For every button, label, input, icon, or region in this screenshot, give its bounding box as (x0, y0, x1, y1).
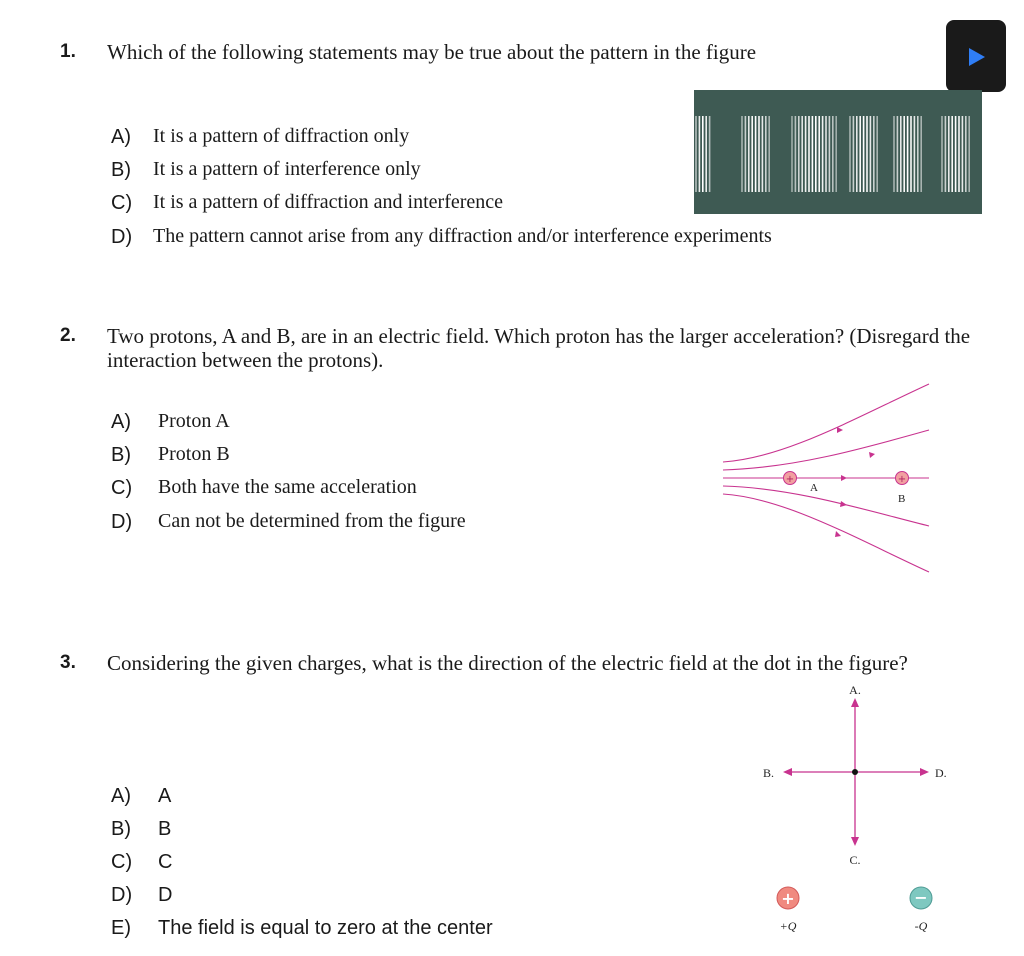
field-line (723, 486, 929, 526)
option-text: B (158, 818, 172, 840)
arrow-down (851, 837, 859, 846)
option-letter: C) (111, 477, 133, 499)
svg-text:+: + (781, 889, 795, 908)
option-text: A (158, 785, 172, 807)
option-text: It is a pattern of diffraction only (153, 125, 410, 147)
direction-label-b: B. (763, 766, 775, 780)
arrow-left (783, 768, 792, 776)
question-number: 3. (60, 652, 76, 673)
option-text: D (158, 884, 173, 906)
field-line (723, 430, 929, 470)
svg-text:B: B (898, 493, 906, 505)
option-letter: D) (111, 226, 133, 248)
option-text: The field is equal to zero at the center (158, 917, 493, 939)
svg-text:+Q: +Q (779, 919, 797, 933)
svg-text:+: + (785, 474, 795, 485)
svg-text:-Q: -Q (914, 919, 928, 933)
option-text: It is a pattern of diffraction and interference (153, 191, 504, 213)
option-letter: B) (111, 818, 131, 840)
svg-text:−: − (914, 888, 928, 907)
field-arrow (837, 427, 843, 433)
option-letter: A) (111, 126, 131, 148)
option-text: Proton A (158, 410, 230, 432)
positive-charge (777, 887, 799, 933)
option-letter: C) (111, 851, 133, 873)
direction-label-a: A. (849, 683, 861, 697)
option-letter: B) (111, 159, 131, 181)
option-letter: D) (111, 884, 133, 906)
field-lines-figure (715, 378, 940, 578)
field-line (723, 384, 929, 462)
field-arrow (840, 501, 847, 507)
direction-label-c: C. (849, 853, 861, 867)
field-line (723, 494, 929, 572)
option-letter: E) (111, 917, 131, 939)
option-text: Proton B (158, 443, 230, 465)
question-number: 1. (60, 41, 76, 62)
option-text: Both have the same acceleration (158, 476, 417, 498)
proton-a (784, 472, 819, 495)
direction-label-d: D. (935, 766, 947, 780)
option-letter: A) (111, 785, 131, 807)
svg-text:A: A (810, 482, 818, 494)
option-text: The pattern cannot arise from any diffraction and/or interference experiments (153, 225, 772, 247)
question-text-line-2: interaction between the protons). (107, 348, 384, 372)
option-letter: D) (111, 511, 133, 533)
arrow-right (920, 768, 929, 776)
svg-text:+: + (897, 474, 907, 485)
question-text: Considering the given charges, what is the direction of the electric field at the dot in the figure? (107, 651, 908, 675)
question-text: Which of the following statements may be true about the pattern in the figure (107, 40, 757, 64)
option-text: Can not be determined from the figure (158, 510, 466, 532)
option-text: C (158, 851, 173, 873)
question-text-line-1: Two protons, A and B, are in an electric field. Which proton has the larger acceleration? (Disregard the (107, 324, 971, 348)
arrow-up (851, 698, 859, 707)
interference-pattern-image (694, 80, 982, 220)
proton-b (896, 472, 909, 506)
direction-figure (755, 680, 965, 940)
option-text: It is a pattern of interference only (153, 158, 421, 180)
center-dot (852, 769, 858, 775)
option-letter: B) (111, 444, 131, 466)
option-letter: A) (111, 411, 131, 433)
field-arrow (841, 475, 847, 481)
option-letter: C) (111, 192, 133, 214)
negative-charge (910, 887, 932, 933)
question-number: 2. (60, 325, 76, 346)
field-arrow (869, 452, 875, 458)
field-arrow (835, 531, 841, 537)
